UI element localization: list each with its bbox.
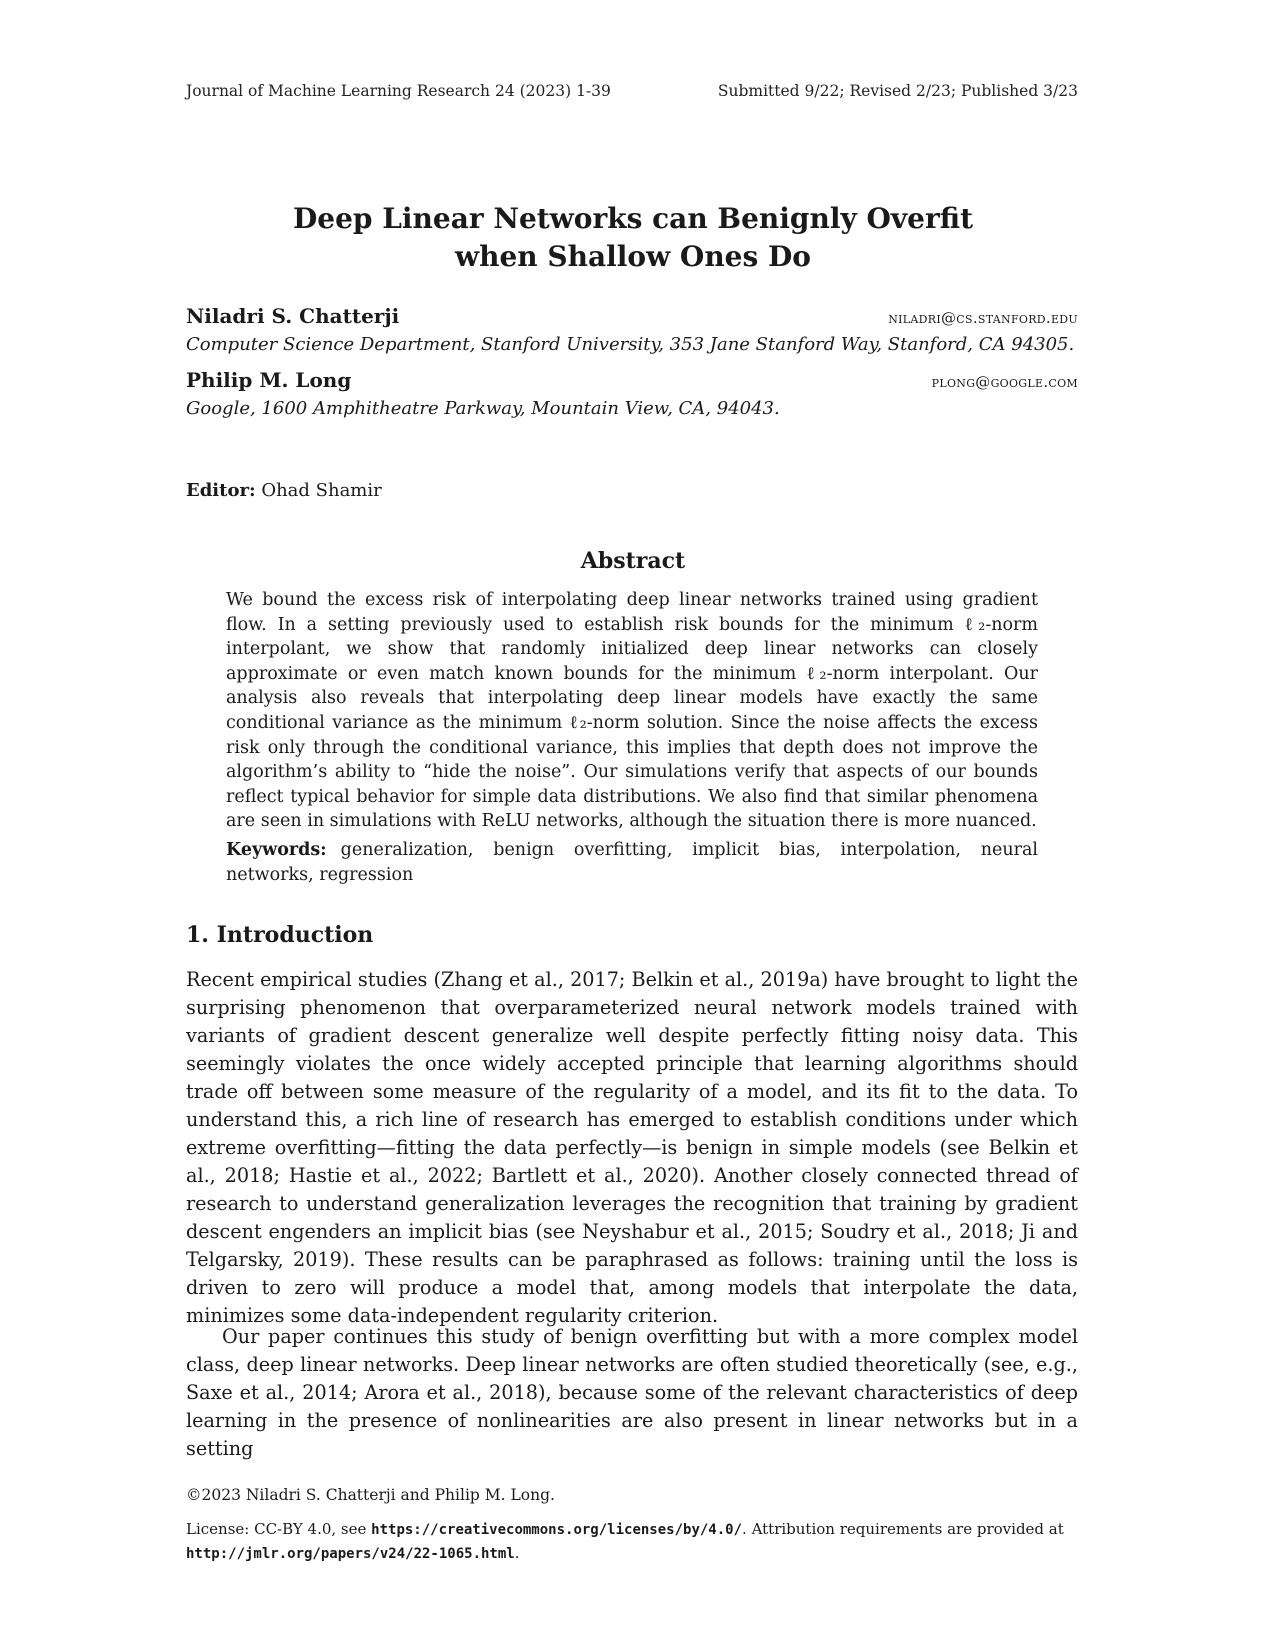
license-notice (186, 1518, 1086, 1566)
license-middle: . Attribution requirements are provided at (742, 1520, 1064, 1538)
editor-line (186, 480, 382, 501)
license-link[interactable]: https://creativecommons.org/licenses/by/4.0/ (371, 1522, 743, 1538)
paper-title (0, 200, 1266, 276)
keywords-label: Keywords: (226, 840, 327, 860)
submission-dates: Submitted 9/22; Revised 2/23; Published 3/23 (717, 82, 1078, 100)
author-affiliation: Google, 1600 Amphitheatre Parkway, Mountain View, CA, 94043. (186, 398, 780, 419)
author-affiliation: Computer Science Department, Stanford University, 353 Jane Stanford Way, Stanford, CA 94305. (186, 334, 1075, 355)
intro-paragraph-1: Recent empirical studies (Zhang et al., 2017; Belkin et al., 2019a) have brought to light the surprising phenomenon that overparameterized neural network models trained with variants of gradient descent generalize well despite perfectly fitting noisy data. This seemingly violates the once widely accepted principle that learning algorithms should trade off between some measure of the regularity of a model, and its fit to the data. To understand this, a rich line of research has emerged to establish conditions under which extreme overfitting—fitting the data perfectly—is benign in simple models (see Belkin et al., 2018; Hastie et al., 2022; Bartlett et al., 2020). Another closely connected thread of research to understand generalization leverages the recognition that training by gradient descent engenders an implicit bias (see Neyshabur et al., 2015; Soudry et al., 2018; Ji and Telgarsky, 2019). These results can be paraphrased as follows: training until the loss is driven to zero will produce a model that, among models that interpolate the data, minimizes some data-independent regularity criterion. (186, 968, 1078, 1327)
author-name: Niladri S. Chatterji (186, 304, 400, 328)
author-name: Philip M. Long (186, 368, 352, 392)
license-suffix: . (514, 1544, 520, 1562)
section-heading: 1. Introduction (186, 922, 374, 948)
title-line-1: Deep Linear Networks can Benignly Overfit (292, 202, 974, 235)
intro-paragraph-2: Our paper continues this study of benign overfitting but with a more complex model class, deep linear networks. Deep linear networks are often studied theoretically (see, e.g., Saxe et al., 2014; Arora et al., 2018), because some of the relevant characteristics of deep learning in the presence of nonlinearities are also present in linear networks but in a setting (186, 1325, 1078, 1460)
author-1 (186, 304, 1078, 355)
author-2 (186, 368, 1078, 419)
title-line-2: when Shallow Ones Do (455, 240, 811, 273)
abstract-heading: Abstract (580, 548, 686, 574)
keywords-list: generalization, benign overfitting, implicit bias, interpolation, neural networks, regression (226, 840, 1038, 885)
abstract-body: We bound the excess risk of interpolating deep linear networks trained using gradient flow. In a setting previously used to establish risk bounds for the minimum ℓ₂-norm interpolant, we show that randomly initialized deep linear networks can closely approximate or even match known bounds for the minimum ℓ₂-norm interpolant. Our analysis also reveals that interpolating deep linear models have exactly the same conditional variance as the minimum ℓ₂-norm solution. Since the noise affects the excess risk only through the conditional variance, this implies that depth does not improve the algorithm’s ability to “hide the noise”. Our simulations verify that aspects of our bounds reflect typical behavior for simple data distributions. We also find that similar phenomena are seen in simulations with ReLU networks, although the situation there is more nuanced. (226, 590, 1038, 832)
license-prefix: License: CC-BY 4.0, see (186, 1520, 372, 1538)
attribution-link[interactable]: http://jmlr.org/papers/v24/22-1065.html (186, 1546, 515, 1562)
journal-citation: Journal of Machine Learning Research 24 (2023) 1-39 (186, 82, 611, 100)
author-email: niladri@cs.stanford.edu (888, 309, 1078, 327)
author-email: plong@google.com (931, 373, 1078, 391)
keywords (226, 838, 1038, 887)
running-head (186, 82, 1078, 100)
editor-label: Editor: (186, 480, 256, 501)
copyright-notice: ©2023 Niladri S. Chatterji and Philip M. Long. (186, 1486, 555, 1504)
editor-name: Ohad Shamir (261, 480, 382, 501)
